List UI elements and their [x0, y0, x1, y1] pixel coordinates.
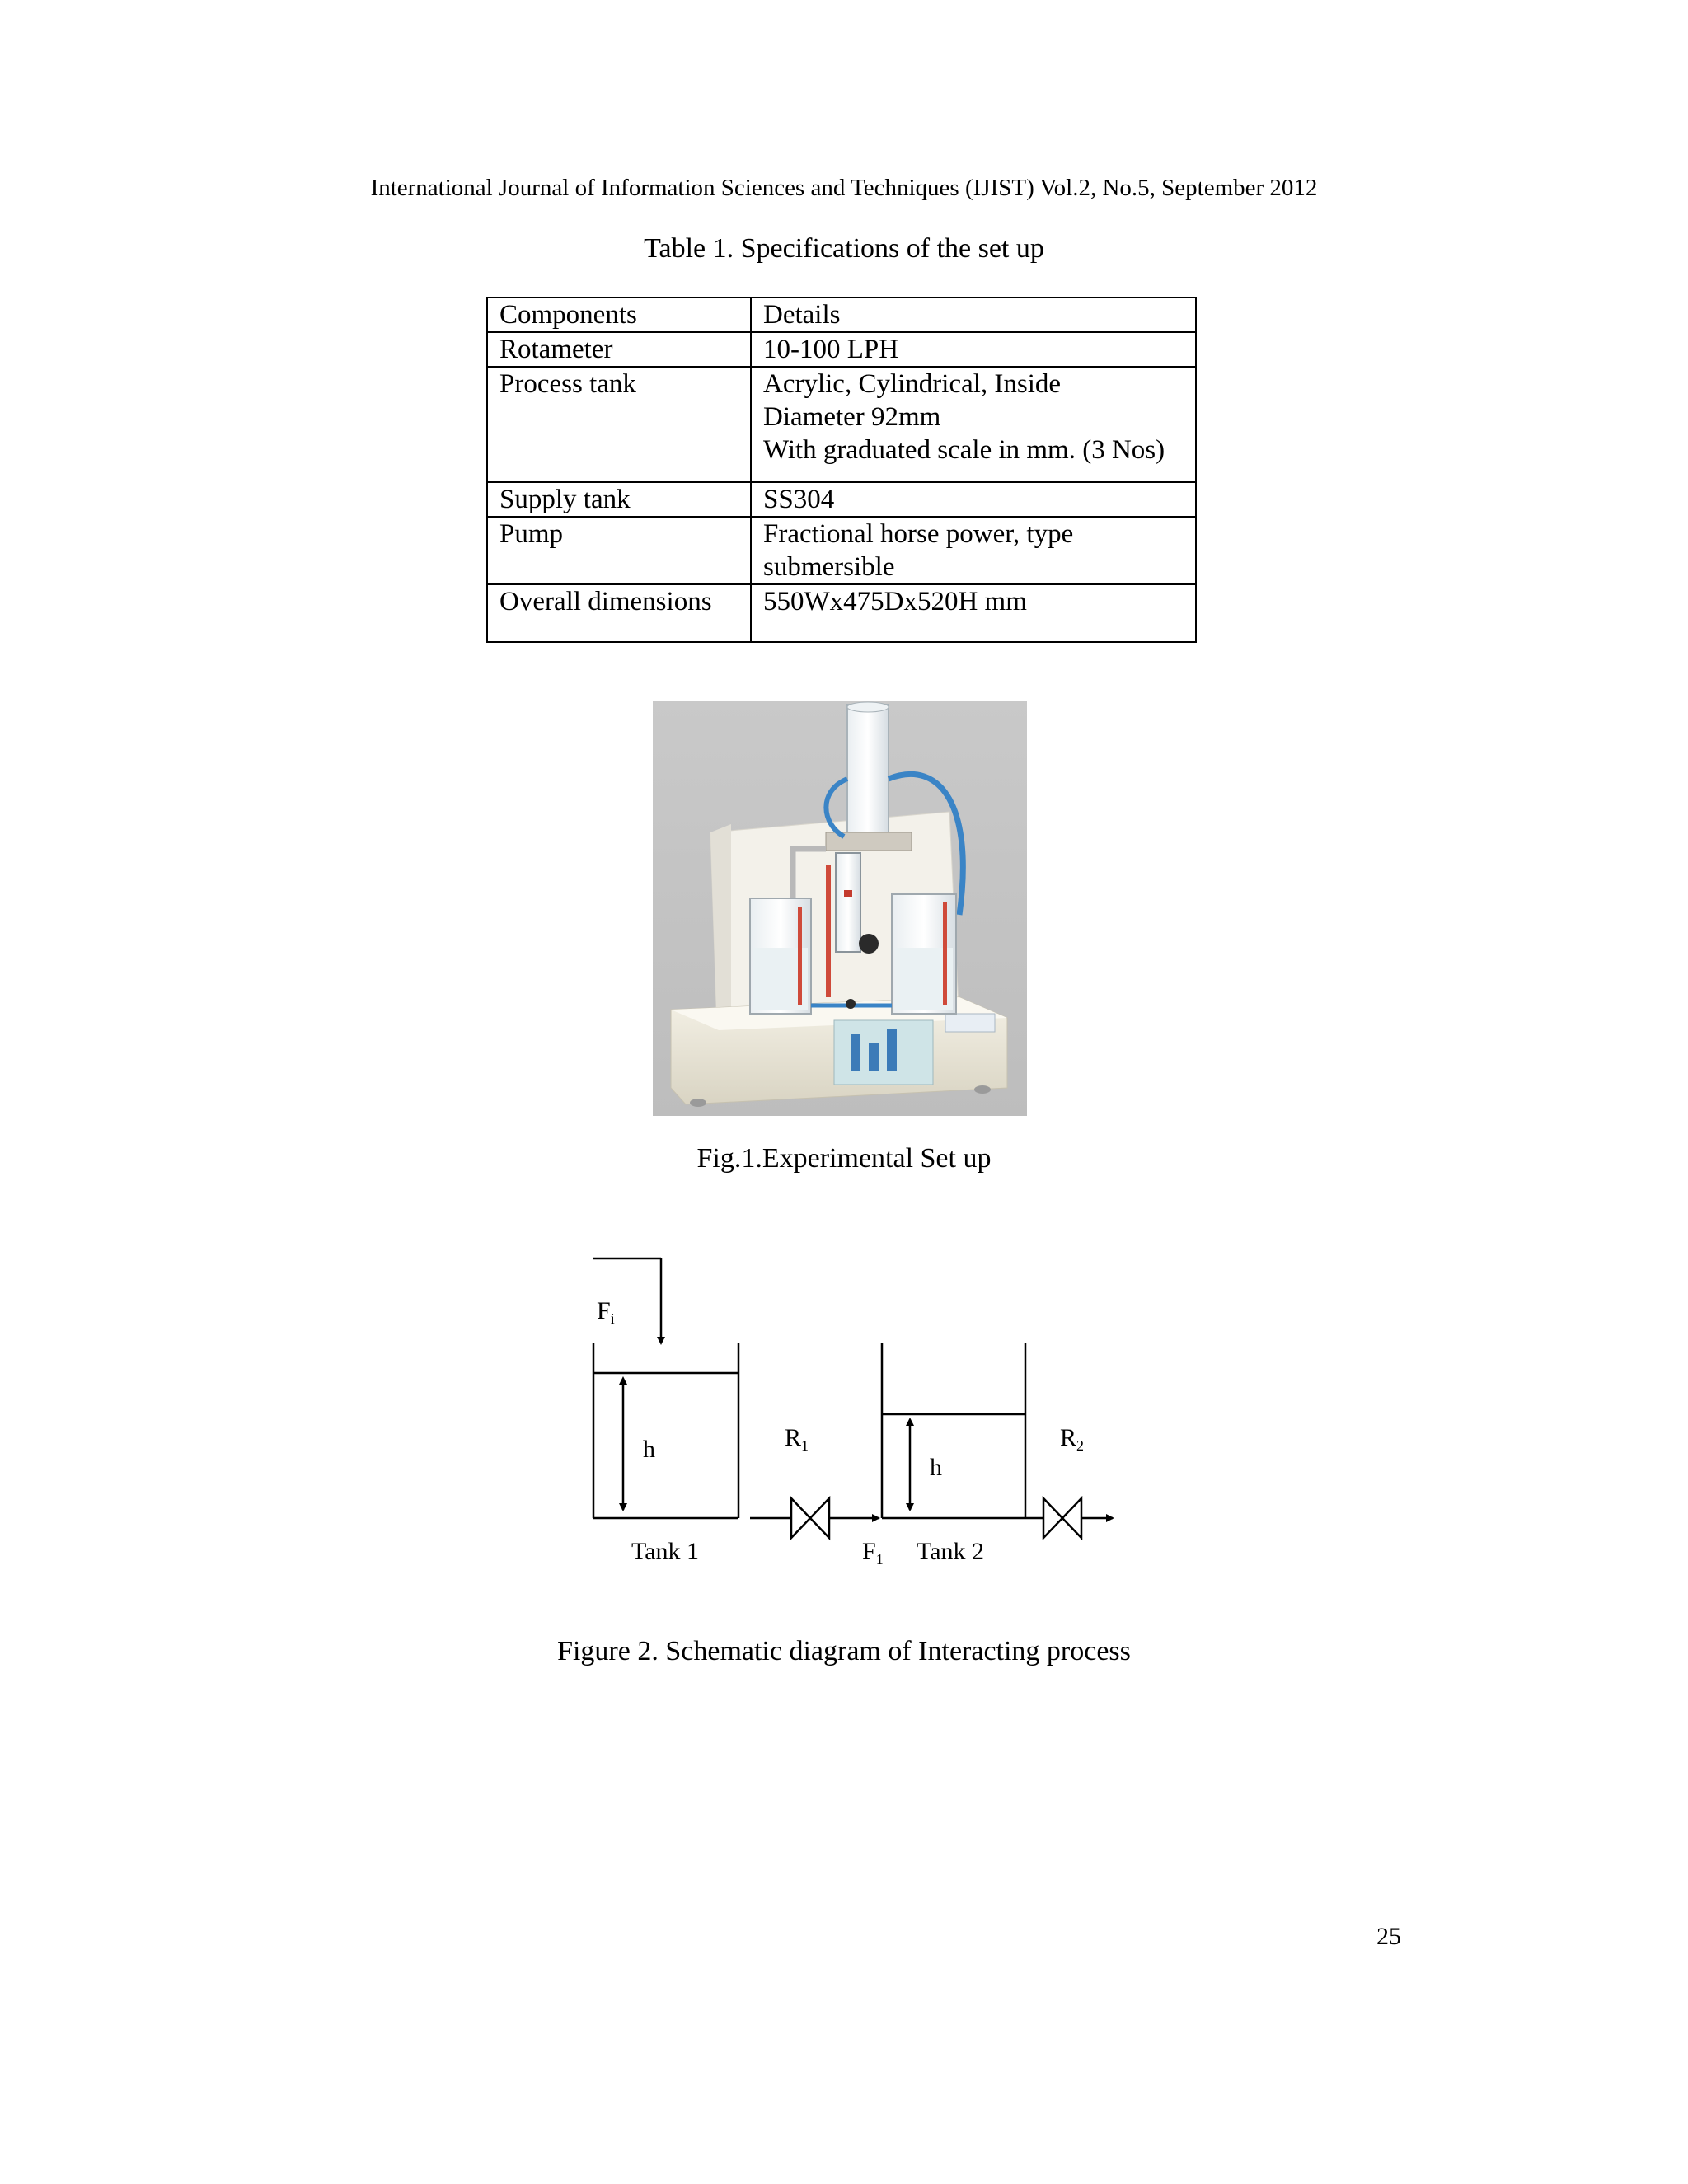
table-cell: Overall dimensions [487, 584, 751, 642]
table-row [487, 298, 1196, 332]
label-valve-r2: $R_2$ [1060, 1424, 1085, 1454]
label-flow-f1: $F_1$ [862, 1538, 884, 1568]
valve-r1-icon [791, 1498, 829, 1538]
table-row [487, 367, 1196, 482]
figure2-caption: Figure 2. Schematic diagram of Interacting process [557, 1636, 1131, 1666]
label-valve-r1: $R_1$ [785, 1424, 809, 1454]
table-row [487, 482, 1196, 517]
table-cell: 550Wx475Dx520H mm [751, 584, 1196, 642]
tank-2 [882, 1343, 1025, 1518]
experimental-setup-photo [653, 701, 1027, 1116]
table-cell: 10-100 LPH [751, 332, 1196, 367]
table-cell: Fractional horse power, type submersible [751, 517, 1196, 584]
specifications-table [486, 297, 1197, 643]
interacting-process-diagram [577, 1236, 1121, 1599]
page-number: 25 [1376, 1923, 1401, 1950]
setup-illustration [653, 701, 1027, 1116]
label-level-tank2: h [930, 1454, 942, 1481]
table-cell: Rotameter [487, 332, 751, 367]
journal-header: International Journal of Information Sciences and Techniques (IJIST) Vol.2, No.5, September 2012 [370, 175, 1318, 201]
label-inflow: $F_i$ [597, 1297, 615, 1327]
table-cell: SS304 [751, 482, 1196, 517]
label-level-tank1: h [643, 1436, 655, 1463]
table-cell: Acrylic, Cylindrical, Inside Diameter 92mm With graduated scale in mm. (3 Nos) [751, 367, 1196, 482]
table-row [487, 517, 1196, 584]
table-cell: Details [751, 298, 1196, 332]
table-caption: Table 1. Specifications of the set up [644, 233, 1044, 264]
label-tank2: Tank 2 [917, 1538, 985, 1565]
table-cell: Supply tank [487, 482, 751, 517]
label-tank1: Tank 1 [631, 1538, 700, 1565]
valve-r2-icon [1043, 1498, 1081, 1538]
schematic-svg [577, 1236, 1121, 1599]
table-cell: Pump [487, 517, 751, 584]
tank-1 [593, 1343, 738, 1518]
table-row [487, 332, 1196, 367]
table-cell: Components [487, 298, 751, 332]
table-cell: Process tank [487, 367, 751, 482]
figure1-caption: Fig.1.Experimental Set up [696, 1143, 992, 1174]
table-row [487, 584, 1196, 642]
